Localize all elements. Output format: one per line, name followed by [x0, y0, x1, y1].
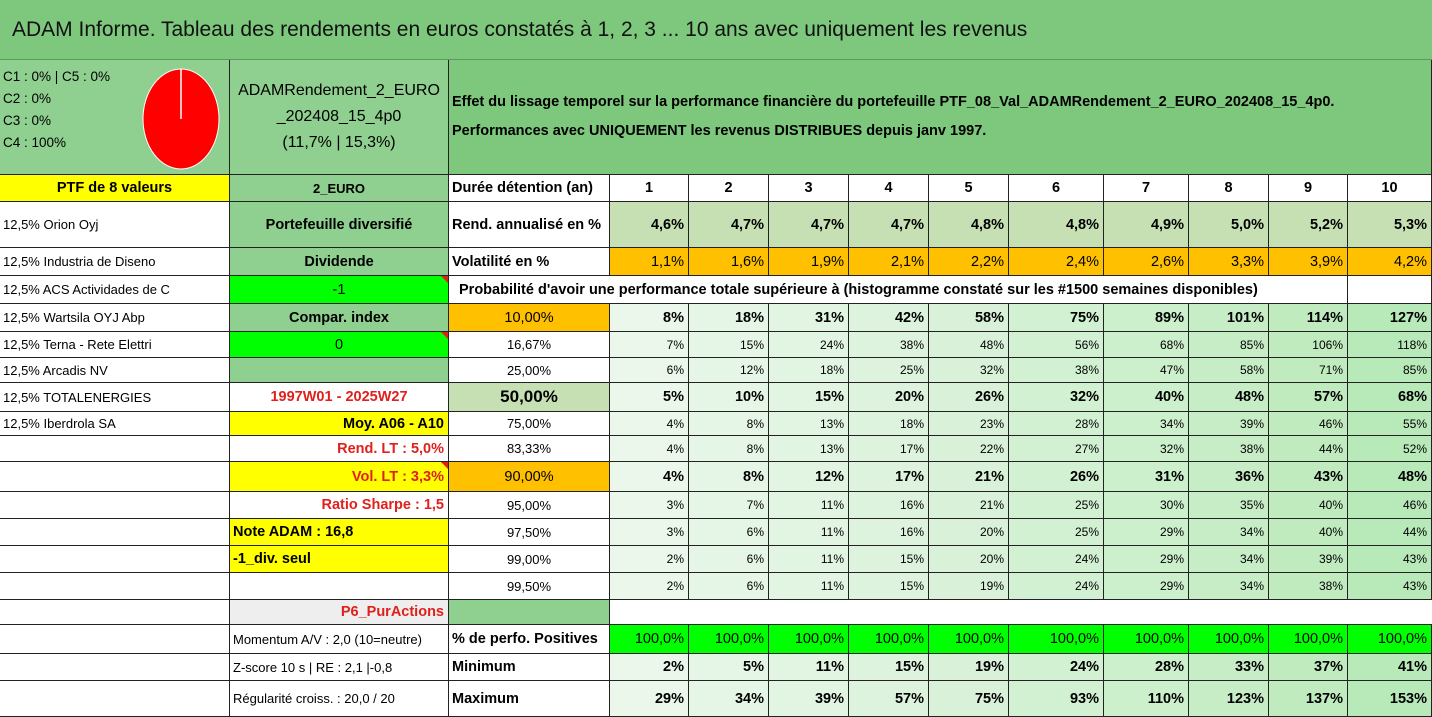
probability-value: 11% — [769, 492, 849, 519]
empty-cell — [0, 462, 230, 492]
rend-value: 5,0% — [1189, 202, 1269, 248]
pos-value: 100,0% — [769, 625, 849, 654]
probability-value: 7% — [610, 332, 689, 358]
rend-value: 4,6% — [610, 202, 689, 248]
probability-value: 7% — [689, 492, 769, 519]
probability-value: 18% — [849, 412, 929, 436]
probability-value: 29% — [1104, 546, 1189, 573]
min-value: 33% — [1189, 654, 1269, 681]
probability-value: 32% — [1104, 436, 1189, 462]
rend-lt-cell: Rend. LT : 5,0% — [230, 436, 449, 462]
probability-value: 39% — [1189, 412, 1269, 436]
probability-value: 3% — [610, 492, 689, 519]
probability-threshold: 83,33% — [449, 436, 610, 462]
rend-value: 4,8% — [929, 202, 1009, 248]
probability-value: 20% — [849, 383, 929, 412]
pos-value: 100,0% — [1189, 625, 1269, 654]
vol-value: 1,1% — [610, 248, 689, 276]
probability-value: 22% — [929, 436, 1009, 462]
empty-cell — [0, 625, 230, 654]
probability-value: 5% — [610, 383, 689, 412]
empty-cell — [0, 519, 230, 546]
probability-value: 24% — [1009, 573, 1104, 600]
probability-value: 38% — [1009, 358, 1104, 383]
probability-value: 26% — [1009, 462, 1104, 492]
probability-value: 89% — [1104, 304, 1189, 332]
empty-cell — [1348, 276, 1432, 304]
probability-value: 46% — [1348, 492, 1432, 519]
compar-value: 0 — [230, 332, 449, 358]
probability-value: 55% — [1348, 412, 1432, 436]
probability-value: 38% — [1269, 573, 1348, 600]
vol-label: Volatilité en % — [449, 248, 610, 276]
probability-value: 8% — [689, 462, 769, 492]
vol-value: 2,1% — [849, 248, 929, 276]
pie-legend-item: C2 : 0% — [3, 91, 52, 106]
probability-value: 32% — [929, 358, 1009, 383]
min-value: 11% — [769, 654, 849, 681]
compar-label: Compar. index — [230, 304, 449, 332]
max-value: 57% — [849, 681, 929, 717]
probability-value: 34% — [1104, 412, 1189, 436]
probability-value: 39% — [1269, 546, 1348, 573]
div-seul-cell: -1_div. seul — [230, 546, 449, 573]
probability-value: 4% — [610, 436, 689, 462]
regularite-cell: Régularité croiss. : 20,0 / 20 — [230, 681, 449, 717]
holding-item: 12,5% Orion Oyj — [0, 202, 230, 248]
min-value: 41% — [1348, 654, 1432, 681]
empty-cell — [0, 654, 230, 681]
max-value: 153% — [1348, 681, 1432, 717]
pos-value: 100,0% — [1009, 625, 1104, 654]
max-value: 93% — [1009, 681, 1104, 717]
blank-area — [610, 600, 1432, 625]
probability-value: 12% — [689, 358, 769, 383]
rend-value: 4,7% — [769, 202, 849, 248]
holding-item: 12,5% Industria de Diseno — [0, 248, 230, 276]
ptf-header: PTF de 8 valeurs — [0, 175, 230, 202]
min-value: 5% — [689, 654, 769, 681]
probability-value: 75% — [1009, 304, 1104, 332]
portfolio-type: Portefeuille diversifié — [230, 202, 449, 248]
probability-value: 11% — [769, 573, 849, 600]
probability-value: 101% — [1189, 304, 1269, 332]
probability-value: 25% — [849, 358, 929, 383]
probability-value: 42% — [849, 304, 929, 332]
probability-value: 16% — [849, 492, 929, 519]
rend-value: 4,7% — [849, 202, 929, 248]
probability-value: 35% — [1189, 492, 1269, 519]
probability-value: 6% — [689, 546, 769, 573]
probability-threshold: 95,00% — [449, 492, 610, 519]
max-value: 137% — [1269, 681, 1348, 717]
probability-value: 31% — [1104, 462, 1189, 492]
pos-value: 100,0% — [849, 625, 929, 654]
probability-value: 8% — [689, 412, 769, 436]
vol-value: 4,2% — [1348, 248, 1432, 276]
probability-value: 21% — [929, 462, 1009, 492]
probability-value: 25% — [1009, 492, 1104, 519]
probability-value: 36% — [1189, 462, 1269, 492]
pos-value: 100,0% — [689, 625, 769, 654]
pie-legend-item: C4 : 100% — [3, 135, 67, 150]
holding-item: 12,5% TOTALENERGIES — [0, 383, 230, 412]
rend-value: 4,7% — [689, 202, 769, 248]
empty-cell — [0, 600, 230, 625]
page-title: ADAM Informe. Tableau des rendements en euros constatés à 1, 2, 3 ... 10 ans avec uniquement les revenus — [0, 0, 1432, 60]
max-value: 34% — [689, 681, 769, 717]
probability-value: 24% — [1009, 546, 1104, 573]
portfolio-name-line: ADAMRendement_2_EURO — [238, 82, 440, 99]
probability-value: 24% — [769, 332, 849, 358]
probability-value: 29% — [1104, 519, 1189, 546]
probability-value: 15% — [849, 573, 929, 600]
probability-value: 43% — [1269, 462, 1348, 492]
probability-value: 18% — [689, 304, 769, 332]
year-header: 4 — [849, 175, 929, 202]
probability-threshold: 99,50% — [449, 573, 610, 600]
portfolio-name-cell — [230, 60, 449, 175]
max-value: 39% — [769, 681, 849, 717]
vol-value: 1,6% — [689, 248, 769, 276]
probability-value: 57% — [1269, 383, 1348, 412]
probability-value: 34% — [1189, 519, 1269, 546]
probability-value: 17% — [849, 462, 929, 492]
empty-cell — [0, 546, 230, 573]
probability-value: 58% — [929, 304, 1009, 332]
portfolio-name-line: _202408_15_4p0 — [276, 108, 402, 125]
probability-threshold: 99,00% — [449, 546, 610, 573]
rend-value: 4,9% — [1104, 202, 1189, 248]
holding-item: 12,5% Arcadis NV — [0, 358, 230, 383]
probability-value: 127% — [1348, 304, 1432, 332]
portfolio-name-line: (11,7% | 15,3%) — [282, 134, 396, 151]
probability-value: 20% — [929, 546, 1009, 573]
probability-threshold: 97,50% — [449, 519, 610, 546]
pos-value: 100,0% — [929, 625, 1009, 654]
probability-value: 68% — [1104, 332, 1189, 358]
min-value: 15% — [849, 654, 929, 681]
pos-value: 100,0% — [1104, 625, 1189, 654]
probability-value: 3% — [610, 519, 689, 546]
probability-value: 40% — [1269, 492, 1348, 519]
sharpe-cell: Ratio Sharpe : 1,5 — [230, 492, 449, 519]
probability-value: 16% — [849, 519, 929, 546]
probability-value: 46% — [1269, 412, 1348, 436]
probability-value: 8% — [610, 304, 689, 332]
probability-value: 25% — [1009, 519, 1104, 546]
probability-value: 85% — [1348, 358, 1432, 383]
probability-value: 23% — [929, 412, 1009, 436]
holding-item: 12,5% Wartsila OYJ Abp — [0, 304, 230, 332]
rend-value: 5,3% — [1348, 202, 1432, 248]
probability-value: 38% — [849, 332, 929, 358]
pos-value: 100,0% — [1269, 625, 1348, 654]
dividend-label: Dividende — [230, 248, 449, 276]
pie-legend-item: C3 : 0% — [3, 113, 52, 128]
probability-value: 13% — [769, 436, 849, 462]
pie-chart — [140, 66, 222, 172]
holding-item: 12,5% ACS Actividades de C — [0, 276, 230, 304]
probability-value: 34% — [1189, 546, 1269, 573]
empty-cell — [0, 573, 230, 600]
probability-value: 31% — [769, 304, 849, 332]
rend-value: 4,8% — [1009, 202, 1104, 248]
probability-value: 48% — [929, 332, 1009, 358]
rend-value: 5,2% — [1269, 202, 1348, 248]
vol-value: 3,3% — [1189, 248, 1269, 276]
probability-value: 27% — [1009, 436, 1104, 462]
empty-cell — [0, 436, 230, 462]
probability-threshold: 50,00% — [449, 383, 610, 412]
min-value: 24% — [1009, 654, 1104, 681]
probability-value: 15% — [689, 332, 769, 358]
max-label: Maximum — [449, 681, 610, 717]
vol-value: 3,9% — [1269, 248, 1348, 276]
min-value: 37% — [1269, 654, 1348, 681]
empty-green-cell — [449, 600, 610, 625]
probability-value: 21% — [929, 492, 1009, 519]
probability-value: 71% — [1269, 358, 1348, 383]
probability-value: 26% — [929, 383, 1009, 412]
probability-value: 12% — [769, 462, 849, 492]
probability-value: 15% — [769, 383, 849, 412]
probability-value: 34% — [1189, 573, 1269, 600]
probability-value: 6% — [689, 573, 769, 600]
probability-value: 10% — [689, 383, 769, 412]
max-value: 75% — [929, 681, 1009, 717]
probability-value: 58% — [1189, 358, 1269, 383]
min-value: 19% — [929, 654, 1009, 681]
vol-value: 2,4% — [1009, 248, 1104, 276]
vol-value: 2,6% — [1104, 248, 1189, 276]
max-value: 110% — [1104, 681, 1189, 717]
year-header: 10 — [1348, 175, 1432, 202]
max-value: 29% — [610, 681, 689, 717]
probability-value: 4% — [610, 462, 689, 492]
probability-value: 118% — [1348, 332, 1432, 358]
probability-value: 19% — [929, 573, 1009, 600]
year-header: 2 — [689, 175, 769, 202]
probability-value: 48% — [1348, 462, 1432, 492]
probability-value: 32% — [1009, 383, 1104, 412]
probability-value: 28% — [1009, 412, 1104, 436]
dividend-value: -1 — [230, 276, 449, 304]
probability-value: 6% — [610, 358, 689, 383]
probability-value: 44% — [1269, 436, 1348, 462]
year-header: 9 — [1269, 175, 1348, 202]
probability-value: 40% — [1269, 519, 1348, 546]
currency-cell: 2_EURO — [230, 175, 449, 202]
min-label: Minimum — [449, 654, 610, 681]
momentum-cell: Momentum A/V : 2,0 (10=neutre) — [230, 625, 449, 654]
empty-cell — [0, 681, 230, 717]
probability-value: 29% — [1104, 573, 1189, 600]
zscore-cell: Z-score 10 s | RE : 2,1 |-0,8 — [230, 654, 449, 681]
probability-value: 11% — [769, 519, 849, 546]
probability-value: 30% — [1104, 492, 1189, 519]
probability-value: 43% — [1348, 573, 1432, 600]
probability-threshold: 75,00% — [449, 412, 610, 436]
duration-label: Durée détention (an) — [449, 175, 610, 202]
pie-legend-item: C1 : 0% | C5 : 0% — [3, 69, 111, 84]
probability-value: 13% — [769, 412, 849, 436]
probability-value: 6% — [689, 519, 769, 546]
year-header: 5 — [929, 175, 1009, 202]
probability-value: 56% — [1009, 332, 1104, 358]
holding-item: 12,5% Iberdrola SA — [0, 412, 230, 436]
vol-value: 2,2% — [929, 248, 1009, 276]
period-cell: 1997W01 - 2025W27 — [230, 383, 449, 412]
description-line: Effet du lissage temporel sur la performance financière du portefeuille PTF_08_Val_ADAMRendement_2_EURO_202408_15_4p0. — [452, 94, 1335, 110]
probability-value: 47% — [1104, 358, 1189, 383]
probability-value: 17% — [849, 436, 929, 462]
vol-lt-cell: Vol. LT : 3,3% — [230, 462, 449, 492]
description-cell — [449, 60, 1432, 175]
probability-threshold: 25,00% — [449, 358, 610, 383]
probability-threshold: 10,00% — [449, 304, 610, 332]
probability-threshold: 90,00% — [449, 462, 610, 492]
min-value: 2% — [610, 654, 689, 681]
year-header: 8 — [1189, 175, 1269, 202]
probability-value: 44% — [1348, 519, 1432, 546]
probability-value: 8% — [689, 436, 769, 462]
probability-value: 43% — [1348, 546, 1432, 573]
description-line: Performances avec UNIQUEMENT les revenus DISTRIBUES depuis janv 1997. — [452, 123, 987, 139]
empty-cell — [0, 492, 230, 519]
holding-item: 12,5% Terna - Rete Elettri — [0, 332, 230, 358]
pos-value: 100,0% — [610, 625, 689, 654]
note-cell: Note ADAM : 16,8 — [230, 519, 449, 546]
year-header: 7 — [1104, 175, 1189, 202]
probability-value: 52% — [1348, 436, 1432, 462]
rend-label: Rend. annualisé en % — [449, 202, 610, 248]
moy-cell: Moy. A06 - A10 — [230, 412, 449, 436]
year-header: 6 — [1009, 175, 1104, 202]
empty-green-cell — [230, 358, 449, 383]
probability-value: 4% — [610, 412, 689, 436]
vol-value: 1,9% — [769, 248, 849, 276]
probability-value: 2% — [610, 573, 689, 600]
pos-label: % de perfo. Positives — [449, 625, 610, 654]
max-value: 123% — [1189, 681, 1269, 717]
year-header: 3 — [769, 175, 849, 202]
probability-value: 20% — [929, 519, 1009, 546]
pos-value: 100,0% — [1348, 625, 1432, 654]
probability-value: 38% — [1189, 436, 1269, 462]
probability-value: 106% — [1269, 332, 1348, 358]
probability-value: 68% — [1348, 383, 1432, 412]
probability-value: 2% — [610, 546, 689, 573]
probability-value: 114% — [1269, 304, 1348, 332]
probability-value: 48% — [1189, 383, 1269, 412]
min-value: 28% — [1104, 654, 1189, 681]
probability-label: Probabilité d'avoir une performance totale supérieure à (histogramme constaté sur les #1500 semaines disponibles) — [449, 276, 1348, 304]
year-header: 1 — [610, 175, 689, 202]
probability-value: 85% — [1189, 332, 1269, 358]
probability-value: 15% — [849, 546, 929, 573]
probability-threshold: 16,67% — [449, 332, 610, 358]
empty-cell — [230, 573, 449, 600]
probability-value: 18% — [769, 358, 849, 383]
probability-value: 40% — [1104, 383, 1189, 412]
probability-value: 11% — [769, 546, 849, 573]
p6-cell: P6_PurActions — [230, 600, 449, 625]
